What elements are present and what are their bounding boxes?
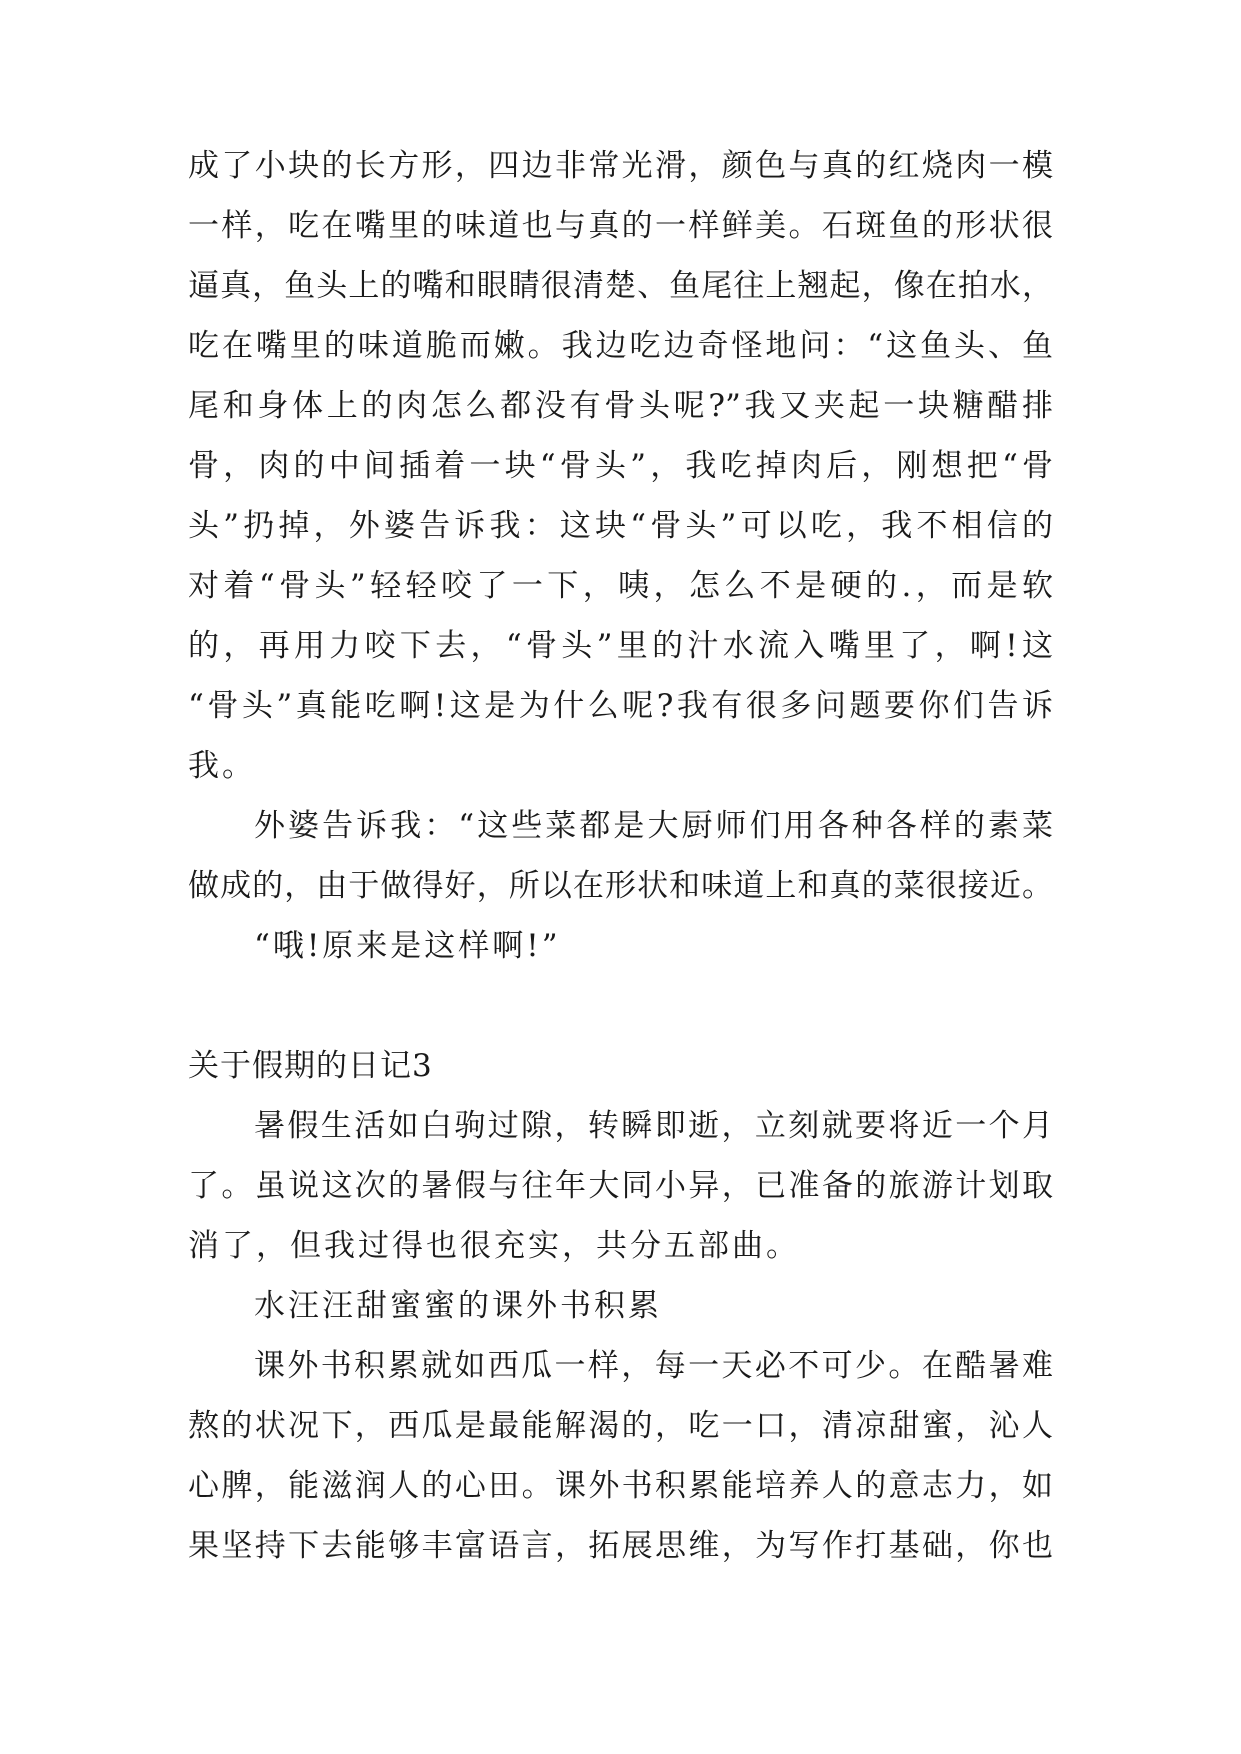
text-line: 果坚持下去能够丰富语言，拓展思维，为写作打基础，你也 [188,1528,1053,1564]
text-line: 尾和身体上的肉怎么都没有骨头呢?”我又夹起一块糖醋排 [188,388,1053,424]
section-subheading: 水汪汪甜蜜蜜的课外书积累 [254,1288,662,1324]
text-line: 我。 [188,748,256,784]
text-line: 逼真，鱼头上的嘴和眼睛很清楚、鱼尾往上翘起，像在拍水， [188,268,1053,304]
text-line: 心脾，能滋润人的心田。课外书积累能培养人的意志力，如 [188,1468,1053,1504]
text-line: 一样，吃在嘴里的味道也与真的一样鲜美。石斑鱼的形状很 [188,208,1053,244]
text-line: 头”扔掉，外婆告诉我：这块“骨头”可以吃，我不相信的 [188,508,1053,544]
text-line: 对着“骨头”轻轻咬了一下，咦，怎么不是硬的.，而是软 [188,568,1053,604]
text-line: 成了小块的长方形，四边非常光滑，颜色与真的红烧肉一模 [188,148,1053,184]
paragraph-first-line: 外婆告诉我：“这些菜都是大厨师们用各种各样的素菜 [254,808,1053,844]
paragraph-first-line: 课外书积累就如西瓜一样，每一天必不可少。在酷暑难 [254,1348,1053,1384]
exclamation-line: “哦!原来是这样啊!” [254,928,561,964]
text-line: 了。虽说这次的暑假与往年大同小异，已准备的旅游计划取 [188,1168,1053,1204]
article-title: 关于假期的日记3 [188,1048,433,1084]
text-line: “骨头”真能吃啊!这是为什么呢?我有很多问题要你们告诉 [188,688,1053,724]
text-line: 的，再用力咬下去，“骨头”里的汁水流入嘴里了，啊!这 [188,628,1053,664]
paragraph-first-line: 暑假生活如白驹过隙，转瞬即逝，立刻就要将近一个月 [254,1108,1053,1144]
text-line: 吃在嘴里的味道脆而嫩。我边吃边奇怪地问：“这鱼头、鱼 [188,328,1053,364]
text-line: 熬的状况下，西瓜是最能解渴的，吃一口，清凉甜蜜，沁人 [188,1408,1053,1444]
text-line: 消了，但我过得也很充实，共分五部曲。 [188,1228,800,1264]
text-line: 骨，肉的中间插着一块“骨头”，我吃掉肉后，刚想把“骨 [188,448,1053,484]
text-line: 做成的，由于做得好，所以在形状和味道上和真的菜很接近。 [188,868,1053,904]
